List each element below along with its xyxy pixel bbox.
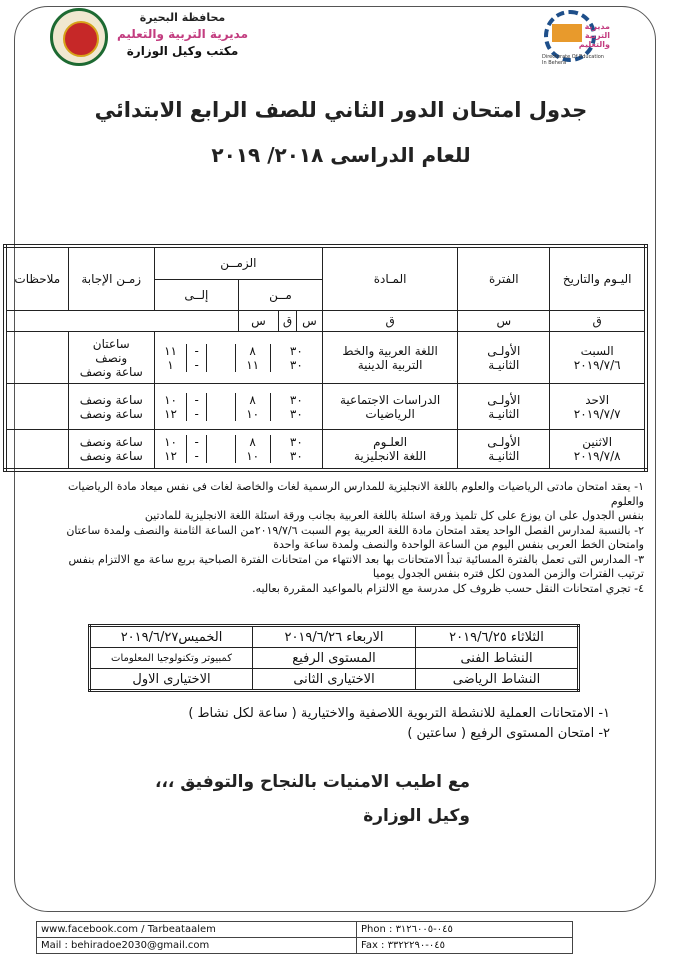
table-row <box>5 430 646 470</box>
duration-cell: ساعة ونصف ساعة ونصف <box>68 384 154 430</box>
header-duration: زمـن الإجابة <box>68 246 154 311</box>
header-from-minute-2: ق <box>323 311 458 332</box>
logo-text: مديرية التربية والتعليم <box>578 22 610 49</box>
activity-day: الثلاثاء ٢٠١٩/٦/٢٥ <box>416 626 579 648</box>
seal-icon <box>63 21 99 57</box>
page-subtitle: للعام الدراسى ٢٠١٨/ ٢٠١٩ <box>211 143 471 167</box>
phone-number: Phon : ٠٤٥-٣١٢٦٠٠٥ <box>357 922 573 938</box>
header-subject: المـادة <box>323 246 458 311</box>
activity-cell: النشاط الرياضى <box>416 669 579 691</box>
activity-cell: النشاط الفنى <box>416 648 579 669</box>
page-title: جدول امتحان الدور الثاني للصف الرابع الابتدائي <box>94 98 588 122</box>
activity-cell: المستوى الرفيع <box>253 648 416 669</box>
signature-title: وكيل الوزارة <box>363 806 470 826</box>
practical-exams <box>120 704 610 744</box>
note-1-cont: بنفس الجدول على ان يوزع على كل تلميذ ورقة اسئلة باللغة العربية بجانب ورقة اسئلة اللغة الانجليزية للمادتين <box>144 509 644 522</box>
notes-cell <box>5 430 68 470</box>
header-period: الفترة <box>458 246 550 311</box>
header-time: الزمــن <box>154 246 322 279</box>
governorate-name: محافظة البحيرة <box>139 11 226 24</box>
table-row <box>90 669 579 691</box>
header-from-hour-2: س <box>296 311 322 332</box>
header-day: اليـوم والتاريخ <box>550 246 646 311</box>
notes-cell <box>5 332 68 384</box>
header-from-minute: ق <box>550 311 646 332</box>
period-cell: الأولـى الثانيـة <box>458 332 550 384</box>
fax-number: Fax : ٠٤٥-٣٣٢٢٢٩٠ <box>357 938 573 954</box>
activity-day: الاربعاء ٢٠١٩/٦/٢٦ <box>253 626 416 648</box>
table-row <box>90 626 579 648</box>
exam-schedule-table <box>3 244 648 472</box>
notes-section <box>40 480 644 596</box>
practical-item: ١- الامتحانات العملية للانشطة التربوية اللاصفية والاختيارية ( ساعة لكل نشاط ) <box>188 706 610 721</box>
governorate-logo <box>50 8 108 66</box>
day-cell: السبت ٢٠١٩/٧/٦ <box>550 332 646 384</box>
note-1: ١- يعقد امتحان مادتى الرياضيات والعلوم باللغة الانجليزية للمدارس الرسمية لغات والخاصة لغات فى نفس ميعاد مادة الرياضيات والعلوم <box>67 480 644 508</box>
header-to-minute: ق <box>278 311 296 332</box>
duration-cell: ساعتان ونصف ساعة ونصف <box>68 332 154 384</box>
duration-cell: ساعة ونصف ساعة ونصف <box>68 430 154 470</box>
header-from: مــن <box>238 279 322 310</box>
header-notes: ملاحظات <box>5 246 68 311</box>
day-cell: الاثنين ٢٠١٩/٧/٨ <box>550 430 646 470</box>
time-cell: ٣٠ ٣٠ ٨ ١١ - - ١١ ١ <box>154 332 322 384</box>
period-cell: الأولـى الثانيـة <box>458 384 550 430</box>
time-cell: ٣٠ ٣٠ ٨ ١٠ - - ١٠ ١٢ <box>154 430 322 470</box>
directorate-name: مديرية التربية والتعليم <box>116 27 249 41</box>
time-cell: ٣٠ ٣٠ ٨ ١٠ - - ١٠ ١٢ <box>154 384 322 430</box>
header-from-hour: س <box>458 311 550 332</box>
activity-cell: الاختيارى الثانى <box>253 669 416 691</box>
activity-day: الخميس٢٠١٩/٦/٢٧ <box>90 626 253 648</box>
practical-item: ٢- امتحان المستوى الرفيع ( ساعتين ) <box>407 726 610 741</box>
day-cell: الاحد ٢٠١٩/٧/٧ <box>550 384 646 430</box>
activities-table <box>88 624 580 692</box>
header-to: إلــى <box>154 279 238 310</box>
logo-caption: Directorate Of Education In Behera <box>542 54 604 66</box>
table-row <box>90 648 579 669</box>
subject-cell: اللغة العربية والخط التربية الدينية <box>323 332 458 384</box>
table-row <box>5 384 646 430</box>
note-2: ٢- بالنسبة لمدارس الفصل الواحد يعقد امتحان مادة اللغة العربية يوم السبت ٢٠١٩/٧/٦من الساعة الثامنة والنصف ولمدة ساعتان وامتحان الخط العربى بنفس اليوم من الساعة الواحدة والنصف ولمدة ساعة واحدة <box>66 523 644 551</box>
subject-cell: الدراسات الاجتماعية الرياضيات <box>323 384 458 430</box>
subject-cell: العلـوم اللغة الانجليزية <box>323 430 458 470</box>
header-to-hour: س <box>238 311 278 332</box>
office-name: مكتب وكيل الوزارة <box>126 44 239 58</box>
email-address[interactable]: Mail : behiradoe2030@gmail.com <box>37 938 357 954</box>
governorate-block <box>110 9 255 60</box>
facebook-link[interactable]: www.facebook.com / Tarbeataalem <box>37 922 357 938</box>
notes-cell <box>5 384 68 430</box>
footer-contacts <box>36 921 573 954</box>
period-cell: الأولـى الثانيـة <box>458 430 550 470</box>
activity-cell: الاختيارى الاول <box>90 669 253 691</box>
note-3: ٣- المدارس التى تعمل بالفترة المسائية تبدأ الامتحانات بها بعد الانتهاء من امتحانات الفترة الصباحية بربع ساعة مع الالتزام بنفس ترتيب الفترات والزمن المدون لكل فتره بنفس الجدول يوميا <box>68 552 644 580</box>
table-row <box>5 332 646 384</box>
note-4: ٤- تجري امتحانات النقل حسب ظروف كل مدرسة مع الالتزام بالمواعيد المقررة بعاليه. <box>252 581 644 595</box>
activity-cell: كمبيوتر وتكنولوجيا المعلومات <box>90 648 253 669</box>
closing-wish: مع اطيب الامنيات بالنجاح والتوفيق ،،، <box>155 772 470 792</box>
directorate-logo <box>544 10 610 66</box>
